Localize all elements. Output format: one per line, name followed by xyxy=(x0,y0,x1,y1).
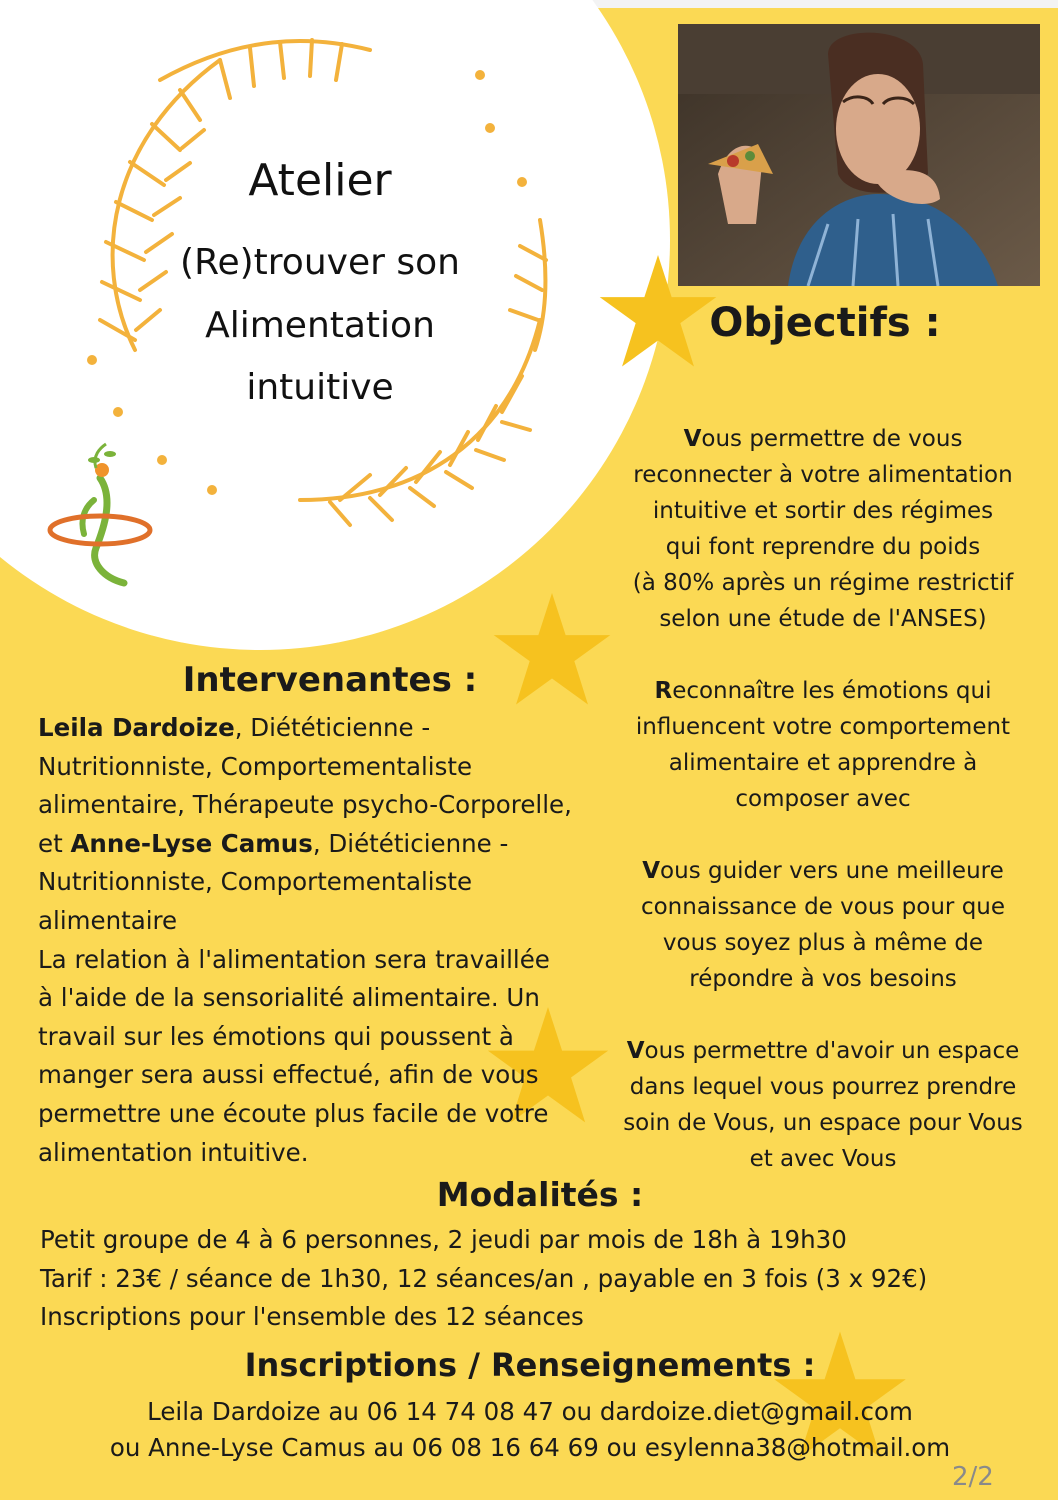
objectif-item: Vous permettre d'avoir un espace dans lequel vous pourrez prendre soin de Vous, un espace pour Vous et avec Vous xyxy=(623,1038,1023,1172)
objectif-initial: V xyxy=(683,426,702,452)
woman-eating-photo xyxy=(678,24,1040,286)
page-title-line-4: intuitive xyxy=(246,367,394,408)
objectif-initial: R xyxy=(654,678,673,704)
contact-info: Leila Dardoize au 06 14 74 08 47 ou dardoize.diet@gmail.com ou Anne-Lyse Camus au 06 08 16 64 69 ou esylenna38@hotmail.om xyxy=(109,1397,951,1462)
page-title-line-3: Alimentation xyxy=(205,305,435,346)
intervenante-name: Anne-Lyse Camus xyxy=(70,828,313,858)
objectif-item: Vous permettre de vous reconnecter à votre alimentation intuitive et sortir des régimes qui font reprendre du poids (à 80% après un régime restrictif selon une étude de l'ANSES) xyxy=(632,426,1014,632)
page-title-line-1: Atelier xyxy=(248,155,392,206)
objectif-item: Reconnaître les émotions qui influencent votre comportement alimentaire et apprendre à composer avec xyxy=(635,678,1011,812)
objectif-initial: V xyxy=(626,1038,645,1064)
modalites-description: Petit groupe de 4 à 6 personnes, 2 jeudi par mois de 18h à 19h30 Tarif : 23€ / séance de 1h30, 12 séances/an , payable en 3 fois (3 x 92€) Inscriptions pour l'ensemble des 12 séances xyxy=(40,1225,928,1331)
objectif-item: Vous guider vers une meilleure connaissance de vous pour que vous soyez plus à même de répondre à vos besoins xyxy=(640,858,1006,992)
objectif-initial: V xyxy=(642,858,661,884)
page-title-line-2: (Re)trouver son xyxy=(180,242,460,283)
modalites-heading: Modalités : xyxy=(436,1175,644,1214)
inscriptions-heading: Inscriptions / Renseignements : xyxy=(244,1346,816,1384)
intervenantes-heading: Intervenantes : xyxy=(182,660,478,700)
dietitian-logo-icon xyxy=(44,438,156,588)
intervenante-name: Leila Dardoize xyxy=(38,713,235,742)
page-indicator: 2/2 xyxy=(952,1462,994,1492)
intervenantes-description: Leila Dardoize, Diététicienne - Nutritionniste, Comportementaliste alimentaire, Thérapeute psycho-Corporelle, et Anne-Lyse Camus, Diététicienne - Nutritionniste, Comportementaliste alimentaire La relation à l'alimentation sera travaillée à l'aide de la sensorialité alimentaire. Un travail sur les émotions qui poussent à manger sera aussi effectué, afin de vous permettre une écoute plus facile de votre alimentation intuitive. xyxy=(38,713,572,1167)
objectifs-heading: Objectifs : xyxy=(709,300,941,346)
